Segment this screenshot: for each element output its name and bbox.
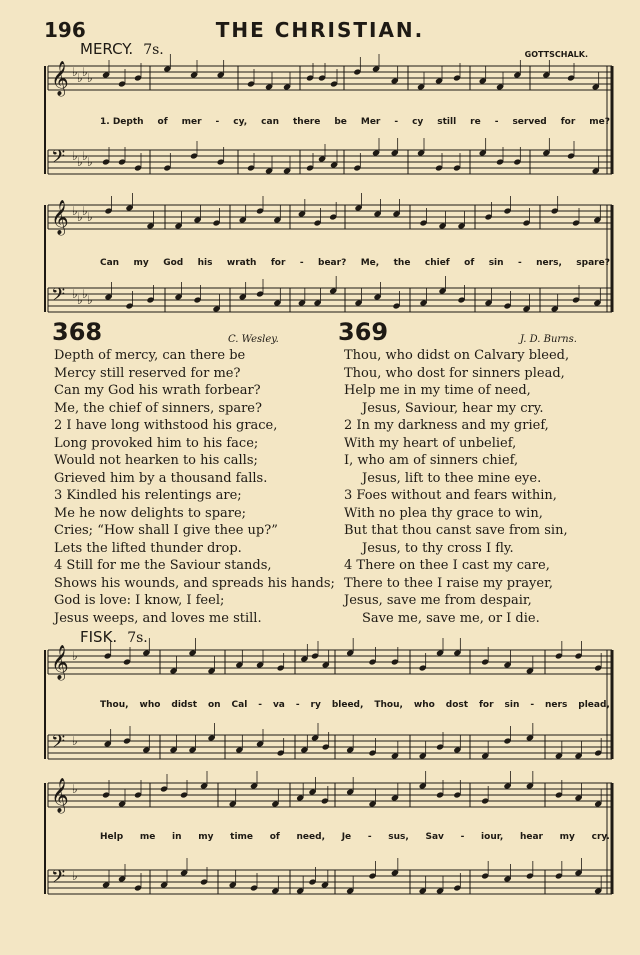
lyric-syllable: bleed, [331, 700, 364, 710]
lyric-syllable: va [272, 700, 285, 710]
lyric-syllable: didst [171, 700, 198, 710]
treble-clef: 𝄞 [51, 778, 69, 813]
verse-line: Thou, who dost for sinners plead, [344, 365, 565, 381]
lyric-syllable: sin [504, 700, 520, 710]
lyric-syllable: my [559, 832, 575, 842]
verse-line: There to thee I raise my prayer, [344, 575, 554, 591]
lyric-syllable: 1. Depth [100, 117, 144, 127]
lyric-syllable: - [460, 832, 465, 842]
bass-clef: 𝄢 [51, 285, 66, 310]
lyric-syllable: on [207, 700, 221, 710]
lyric-syllable: my [198, 832, 214, 842]
verse-line: Cries; “How shall I give thee up?” [54, 523, 278, 538]
verse-line: Jesus, Saviour, hear my cry. [362, 400, 544, 416]
tune-heading-mercy [80, 40, 164, 58]
verse-line: Long provoked him to his face; [54, 435, 259, 451]
music-lyrics-line [100, 117, 610, 127]
flat-sign: ♭ [72, 649, 78, 663]
lyric-syllable: Thou, [100, 700, 129, 710]
lyric-syllable: Can [100, 258, 120, 268]
verse-line: But that thou canst save from sin, [344, 523, 568, 538]
lyric-syllable: time [230, 832, 254, 842]
lyric-syllable: served [512, 117, 547, 127]
bass-clef: 𝄢 [51, 732, 66, 757]
lyric-syllable: Cal [231, 700, 248, 710]
lyric-syllable: - [258, 700, 262, 710]
verse-line: Jesus, save me from despair, [344, 593, 532, 608]
tune-heading-fisk [80, 628, 148, 646]
verse-line: Thou, who didst on Calvary bleed, [344, 348, 570, 363]
verse-line: Depth of mercy, can there be [54, 348, 246, 363]
lyric-syllable: - [299, 258, 304, 268]
lyric-syllable: need, [296, 832, 325, 842]
verse-line: God is love: I know, I feel; [54, 593, 225, 608]
lyric-syllable: ners [545, 700, 568, 710]
flat-sign: ♭ [82, 65, 88, 79]
lyric-syllable: of [269, 832, 280, 842]
lyric-syllable: me? [589, 117, 610, 127]
lyric-syllable: God [163, 258, 184, 268]
verse-line: Save me, save me, or I die. [362, 610, 540, 626]
lyric-syllable: cy, [233, 117, 248, 127]
verse-line: Would not hearken to his calls; [54, 453, 258, 468]
verse-line: Shows his wounds, and spreads his hands; [54, 575, 335, 591]
verse-line: Can my God his wrath forbear? [54, 383, 261, 398]
lyric-syllable: be [334, 117, 347, 127]
lyric-syllable: the [393, 258, 411, 268]
flat-sign: ♭ [77, 210, 83, 224]
lyric-syllable: his [197, 258, 213, 268]
flat-sign: ♭ [72, 204, 78, 218]
tune-name: FISK. [80, 628, 118, 646]
music-lyrics-line [100, 258, 610, 268]
lyric-syllable: for [560, 117, 576, 127]
verse-line: Grieved him by a thousand falls. [54, 470, 268, 486]
lyric-syllable: for [479, 700, 494, 710]
lyric-syllable: - [530, 700, 535, 710]
music-lyrics-line [100, 832, 610, 842]
verse-line: With my heart of unbelief, [344, 435, 517, 451]
flat-sign: ♭ [82, 287, 88, 301]
verse-line: 3 Kindled his relentings are; [54, 488, 242, 503]
treble-clef: 𝄞 [51, 200, 69, 235]
lyric-syllable: - [517, 258, 522, 268]
lyric-syllable: Mer [360, 117, 381, 127]
page-title: THE CHRISTIAN. [215, 18, 425, 42]
bass-clef: 𝄢 [51, 867, 66, 892]
flat-sign: ♭ [87, 155, 93, 169]
lyric-syllable: Thou, [374, 700, 403, 710]
lyric-syllable: ry [310, 700, 321, 710]
tune-meter: 7s. [127, 630, 148, 646]
verse-line: Help me in my time of need, [344, 383, 531, 398]
verse-line: Jesus, to thy cross I fly. [362, 540, 514, 556]
lyric-syllable: - [394, 117, 399, 127]
verse-line: Mercy still reserved for me? [54, 365, 241, 381]
bass-clef: 𝄢 [51, 147, 66, 172]
lyric-syllable: who [139, 700, 161, 710]
flat-sign: ♭ [87, 293, 93, 307]
lyric-syllable: ners, [536, 258, 562, 268]
hymn-verses [344, 347, 569, 627]
verse-line: 2 In my darkness and my grief, [344, 418, 549, 433]
flat-sign: ♭ [72, 869, 78, 883]
verse-line: Jesus weeps, and loves me still. [54, 610, 262, 626]
lyric-syllable: mer [181, 117, 202, 127]
lyric-syllable: there [292, 117, 321, 127]
lyric-syllable: in [172, 832, 182, 842]
verse-line: 3 Foes without and fears within, [344, 488, 557, 503]
verse-line: Jesus, lift to thee mine eye. [362, 470, 542, 486]
lyric-syllable: chief [424, 258, 450, 268]
verse-line: 2 I have long withstood his grace, [54, 418, 278, 433]
music-lyrics-line [100, 700, 610, 710]
verse-line: 4 There on thee I cast my care, [344, 558, 550, 573]
tune-name: MERCY. [80, 40, 134, 58]
lyric-syllable: re [470, 117, 481, 127]
lyric-syllable: spare? [576, 258, 610, 268]
flat-sign: ♭ [77, 155, 83, 169]
hymn-number: 368 [52, 318, 103, 346]
lyric-syllable: Help [100, 832, 124, 842]
hymn-verses [54, 347, 335, 627]
lyric-syllable: iour, [481, 832, 504, 842]
flat-sign: ♭ [87, 71, 93, 85]
lyric-syllable: dost [445, 700, 469, 710]
lyric-syllable: still [437, 117, 457, 127]
lyric-syllable: - [215, 117, 220, 127]
verse-line: 4 Still for me the Saviour stands, [54, 558, 272, 573]
flat-sign: ♭ [77, 71, 83, 85]
lyric-syllable: hear [519, 832, 543, 842]
lyric-syllable: wrath [226, 258, 257, 268]
hymn-number: 369 [338, 318, 389, 346]
flat-sign: ♭ [77, 293, 83, 307]
verse-line: I, who am of sinners chief, [344, 453, 519, 468]
composer-credit: GOTTSCHALK. [524, 50, 588, 59]
flat-sign: ♭ [72, 65, 78, 79]
lyric-syllable: Me, [360, 258, 380, 268]
lyric-syllable: of [464, 258, 475, 268]
lyric-syllable: of [157, 117, 168, 127]
lyric-syllable: cry. [591, 832, 610, 842]
verse-line: Lets the lifted thunder drop. [54, 540, 242, 556]
verse-line: With no plea thy grace to win, [344, 505, 543, 521]
treble-clef: 𝄞 [51, 645, 69, 680]
tune-meter: 7s. [143, 42, 164, 58]
lyric-syllable: can [261, 117, 279, 127]
lyric-syllable: me [139, 832, 156, 842]
flat-sign: ♭ [82, 149, 88, 163]
lyric-syllable: - [295, 700, 300, 710]
lyric-syllable: cy [412, 117, 424, 127]
treble-clef: 𝄞 [51, 61, 69, 96]
flat-sign: ♭ [72, 782, 78, 796]
hymn-author: J. D. Burns. [520, 334, 577, 345]
flat-sign: ♭ [87, 210, 93, 224]
flat-sign: ♭ [82, 204, 88, 218]
lyric-syllable: sin [488, 258, 504, 268]
page-number: 196 [44, 18, 86, 42]
flat-sign: ♭ [72, 149, 78, 163]
lyric-syllable: who [413, 700, 435, 710]
lyric-syllable: my [133, 258, 149, 268]
lyric-syllable: sus, [388, 832, 409, 842]
lyric-syllable: Sav [425, 832, 444, 842]
verse-line: Me, the chief of sinners, spare? [54, 400, 262, 416]
lyric-syllable: plead, [578, 700, 610, 710]
flat-sign: ♭ [72, 734, 78, 748]
lyric-syllable: - [494, 117, 499, 127]
flat-sign: ♭ [72, 287, 78, 301]
lyric-syllable: Je [341, 832, 352, 842]
verse-line: Me he now delights to spare; [54, 505, 247, 521]
hymn-author: C. Wesley. [228, 334, 279, 345]
lyric-syllable: - [367, 832, 372, 842]
lyric-syllable: for [270, 258, 286, 268]
lyric-syllable: bear? [318, 258, 347, 268]
